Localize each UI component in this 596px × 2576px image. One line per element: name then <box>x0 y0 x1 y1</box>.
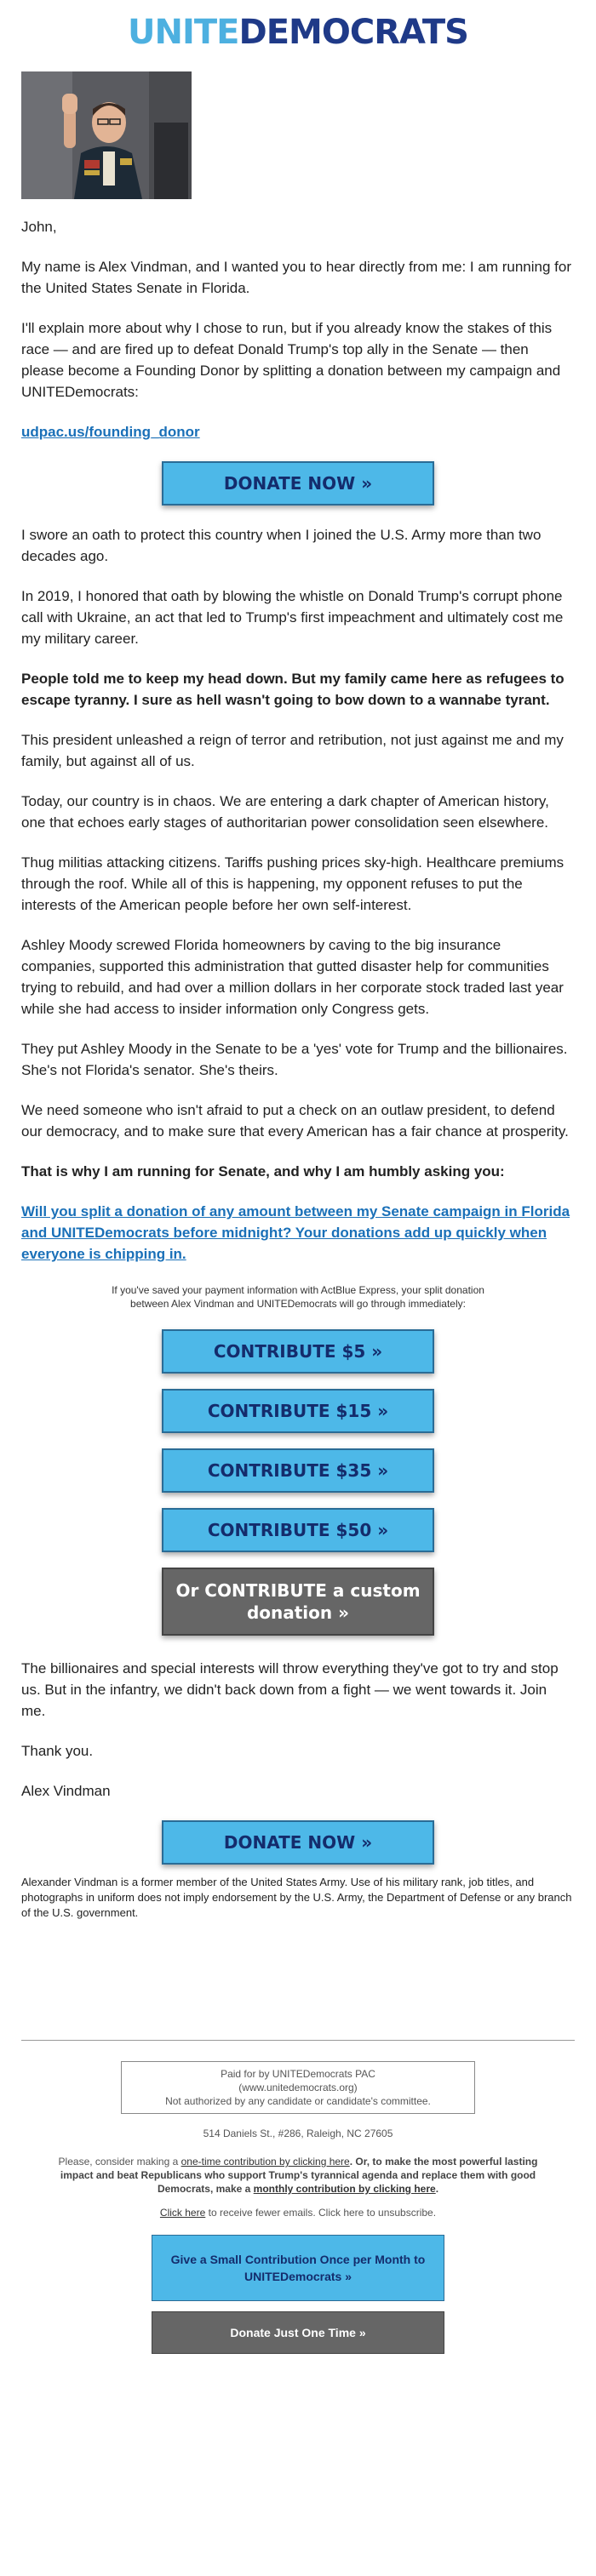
founding-donor-link[interactable]: udpac.us/founding_donor <box>21 424 200 440</box>
ashley-moody-paragraph: Ashley Moody screwed Florida homeowners by caving to the big insurance companies, supported this administration that gutted disaster help for communities trying to rebuild, and had over a million dollars in her corporate stock traded last year while she had access to insider information only Congress gets. <box>21 937 564 1017</box>
candidate-photo-illustration <box>21 71 192 199</box>
one-time-donation-button[interactable]: Donate Just One Time » <box>152 2311 444 2354</box>
thug-militias-paragraph: Thug militias attacking citizens. Tariffs pushing prices sky-high. Healthcare premiums through the roof. While all of this is happening, my opponent refuses to put the interests of the American people before her own self-interest. <box>21 854 564 913</box>
reign-paragraph: This president unleashed a reign of terror and retribution, not just against me and my family, but against all of us. <box>21 732 564 769</box>
consider-bold-body: . Or, to make the most powerful lasting impact and beat Republicans who support Trump's tyrannical agenda and replace them with good Democrats, make a <box>60 2156 538 2195</box>
unsubscribe-text: to receive fewer emails. Click here to unsubscribe. <box>205 2207 437 2219</box>
greeting: John, <box>21 219 57 235</box>
split-donation-ask-link[interactable]: Will you split a donation of any amount between my Senate campaign in Florida and UNITEDemocrats before midnight? Your donations add up quickly when everyone is chipping in. <box>21 1203 570 1262</box>
why-running-paragraph: That is why I am running for Senate, and why I am humbly asking you: <box>21 1163 505 1179</box>
need-someone-paragraph: We need someone who isn't afraid to put a check on an outlaw president, to defend our democracy, and to make sure that every American has a fair chance at prosperity. <box>21 1102 569 1139</box>
email-body-closing <box>21 1658 575 1802</box>
thank-you: Thank you. <box>21 1743 94 1759</box>
unitedemocrats-logo <box>21 14 575 56</box>
contribute-custom-button[interactable]: Or CONTRIBUTE a custom donation » <box>162 1568 434 1636</box>
donate-button-wrap-bottom <box>21 1820 575 1865</box>
contribute-35-button[interactable]: CONTRIBUTE $35 » <box>162 1448 434 1493</box>
consider-prefix: Please, consider making a <box>58 2156 181 2168</box>
monthly-contribution-button[interactable]: Give a Small Contribution Once per Month to UNITEDemocrats » <box>152 2235 444 2301</box>
logo-part-unite: UNITE <box>128 13 239 52</box>
founding-donor-link-paragraph <box>21 421 575 443</box>
family-refugees-paragraph: People told me to keep my head down. But my family came here as refugees to escape tyranny. I sure as hell wasn't going to bow down to a wannabe tyrant. <box>21 671 564 708</box>
logo-part-democrats: DEMOCRATS <box>238 13 468 52</box>
donate-button-wrap-top <box>21 461 575 505</box>
consider-contribution-text <box>51 2155 545 2196</box>
consider-end: . <box>435 2183 439 2195</box>
contribute-15-button[interactable]: CONTRIBUTE $15 » <box>162 1389 434 1433</box>
paid-for-line: Paid for by UNITEDemocrats PAC <box>221 2068 375 2080</box>
contribute-50-button[interactable]: CONTRIBUTE $50 » <box>162 1508 434 1552</box>
donate-now-button-top[interactable]: DONATE NOW » <box>162 461 434 505</box>
candidate-photo <box>21 71 192 199</box>
billionaires-paragraph: The billionaires and special interests will throw everything they've got to try and stop us. But in the infantry, we didn't back down from a fight — we went towards it. Join me. <box>21 1660 559 1719</box>
contribute-buttons <box>21 1329 575 1636</box>
fewer-emails-link[interactable]: Click here <box>159 2207 206 2219</box>
mailing-address: 514 Daniels St., #286, Raleigh, NC 27605 <box>203 2128 393 2139</box>
oath-paragraph: I swore an oath to protect this country when I joined the U.S. Army more than two decades ago. <box>21 527 542 564</box>
chaos-paragraph: Today, our country is in chaos. We are entering a dark chapter of American history, one that echoes early stages of authoritarian power consolidation seen elsewhere. <box>21 793 549 831</box>
intro-paragraph-2: I'll explain more about why I chose to run, but if you already know the stakes of this race — and are fired up to defeat Donald Trump's top ally in the Senate — then please become a Founding Donor by splitting a donation between my campaign and UNITEDemocrats: <box>21 320 561 400</box>
signature: Alex Vindman <box>21 1783 111 1799</box>
paid-for-box <box>121 2061 475 2114</box>
one-time-contribution-link[interactable]: one-time contribution by clicking here <box>181 2156 350 2168</box>
ask-link-paragraph <box>21 1201 575 1265</box>
whistleblower-paragraph: In 2019, I honored that oath by blowing the whistle on Donald Trump's corrupt phone call with Ukraine, an act that led to Trump's first impeachment and ultimately cost me my military career. <box>21 588 564 647</box>
contribute-5-button[interactable]: CONTRIBUTE $5 » <box>162 1329 434 1374</box>
intro-paragraph-1: My name is Alex Vindman, and I wanted you to hear directly from me: I am running for the United States Senate in Florida. <box>21 259 571 296</box>
military-disclaimer: Alexander Vindman is a former member of the United States Army. Use of his military rank, job titles, and photographs in uniform does not imply endorsement by the U.S. Army, the Department of Defense or any branch of the U.S. government. <box>21 1876 572 1919</box>
yes-vote-paragraph: They put Ashley Moody in the Senate to be a 'yes' vote for Trump and the billionaires. She's not Florida's senator. She's theirs. <box>21 1041 568 1078</box>
monthly-contribution-link[interactable]: monthly contribution by clicking here <box>253 2183 436 2195</box>
actblue-express-note: If you've saved your payment information with ActBlue Express, your split donation between Alex Vindman and UNITEDemocrats will go through immediately: <box>112 1284 484 1310</box>
email-container <box>21 0 575 2354</box>
donate-now-button-bottom[interactable]: DONATE NOW » <box>162 1820 434 1865</box>
footer-divider <box>21 2040 575 2041</box>
paid-for-website: (www.unitedemocrats.org) <box>238 2082 358 2093</box>
email-body <box>21 216 575 1265</box>
not-authorized-line: Not authorized by any candidate or candidate's committee. <box>165 2095 431 2107</box>
fewer-emails-text <box>51 2206 545 2219</box>
